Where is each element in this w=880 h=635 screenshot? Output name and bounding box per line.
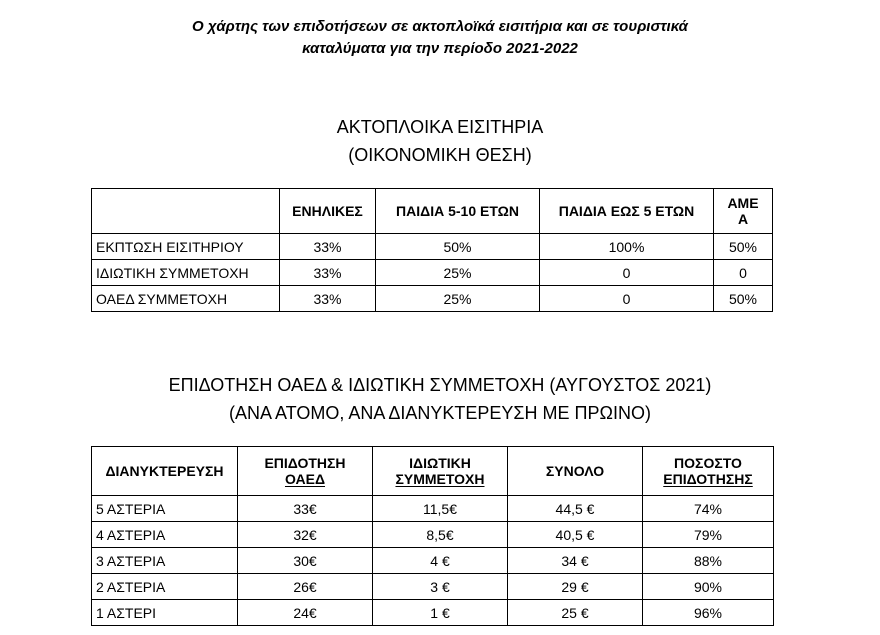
table-cell: 26€ <box>238 574 373 600</box>
table-cell: 100% <box>540 234 714 260</box>
table-cell: 0 <box>540 260 714 286</box>
table-cell: 24€ <box>238 600 373 626</box>
table-cell: 96% <box>643 600 774 626</box>
table-cell: 50% <box>714 286 773 312</box>
accommodation-subsidy-table <box>91 446 774 626</box>
ferry-tickets-table <box>91 188 773 312</box>
header-line: ΟΑΕΔ <box>284 471 326 487</box>
header-cell-disabled-line-1: ΑΜΕ <box>727 195 759 211</box>
table-cell: 25 € <box>508 600 643 626</box>
header-line: ΠΟΣΟΣΤΟ <box>674 455 742 471</box>
table-cell: 34 € <box>508 548 643 574</box>
table-header-row <box>92 189 773 234</box>
header-cell-overnight-stay <box>92 447 238 496</box>
table-cell: 40,5 € <box>508 522 643 548</box>
table-cell: 11,5€ <box>373 496 508 522</box>
table-cell: 0 <box>714 260 773 286</box>
table-cell: 3 € <box>373 574 508 600</box>
table-row <box>92 234 773 260</box>
header-cell-empty <box>92 189 280 234</box>
table-row <box>92 496 774 522</box>
table-row <box>92 574 774 600</box>
table-cell: 25% <box>376 260 540 286</box>
table-cell: 33% <box>280 286 376 312</box>
header-line: ΣΥΜΜΕΤΟΧΗ <box>395 471 485 487</box>
table-header-row <box>92 447 774 496</box>
table-cell: 30€ <box>238 548 373 574</box>
page-title-line-1: Ο χάρτης των επιδοτήσεων σε ακτοπλοϊκά εισιτήρια και σε τουριστικά <box>192 18 688 35</box>
row-label: 1 ΑΣΤΕΡΙ <box>92 600 238 626</box>
table-row <box>92 548 774 574</box>
table-cell: 88% <box>643 548 774 574</box>
table-cell: 0 <box>540 286 714 312</box>
table-cell: 8,5€ <box>373 522 508 548</box>
header-cell-subsidy-percentage <box>643 447 774 496</box>
header-cell-children-under-5: ΠΑΙΔΙΑ ΕΩΣ 5 ΕΤΩΝ <box>540 189 714 234</box>
header-cell-adults: ΕΝΗΛΙΚΕΣ <box>280 189 376 234</box>
table-cell: 79% <box>643 522 774 548</box>
accommodation-title-line-2: (ΑΝΑ ΑΤΟΜΟ, ΑΝΑ ΔΙΑΝΥΚΤΕΡΕΥΣΗ ΜΕ ΠΡΩΙΝΟ) <box>228 403 652 423</box>
header-cell-private-participation <box>373 447 508 496</box>
row-label: ΟΑΕΔ ΣΥΜΜΕΤΟΧΗ <box>92 286 280 312</box>
accommodation-title-line-1: ΕΠΙΔΟΤΗΣΗ ΟΑΕΔ & ΙΔΙΩΤΙΚΗ ΣΥΜΜΕΤΟΧΗ (ΑΥΓΟΥΣΤΟΣ 2021) <box>168 375 712 395</box>
header-cell-disabled-line-2: Α <box>737 211 749 227</box>
row-label: 4 ΑΣΤΕΡΙΑ <box>92 522 238 548</box>
ferry-tickets-title-line-1: ΑΚΤΟΠΛΟΙΚΑ ΕΙΣΙΤΗΡΙΑ <box>336 117 544 137</box>
row-label: ΕΚΠΤΩΣΗ ΕΙΣΙΤΗΡΙΟΥ <box>92 234 280 260</box>
row-label: ΙΔΙΩΤΙΚΗ ΣΥΜΜΕΤΟΧΗ <box>92 260 280 286</box>
ferry-tickets-title-line-2: (ΟΙΚΟΝΟΜΙΚΗ ΘΕΣΗ) <box>348 145 532 165</box>
table-cell: 25% <box>376 286 540 312</box>
header-cell-disabled <box>714 189 773 234</box>
table-cell: 74% <box>643 496 774 522</box>
table-row <box>92 260 773 286</box>
header-line: ΔΙΑΝΥΚΤΕΡΕΥΣΗ <box>105 463 224 479</box>
page-title-line-2: καταλύματα για την περίοδο 2021-2022 <box>302 40 578 57</box>
header-line: ΙΔΙΩΤΙΚΗ <box>409 455 471 471</box>
header-cell-children-5-10: ΠΑΙΔΙΑ 5-10 ΕΤΩΝ <box>376 189 540 234</box>
table-cell: 50% <box>714 234 773 260</box>
row-label: 3 ΑΣΤΕΡΙΑ <box>92 548 238 574</box>
table-cell: 32€ <box>238 522 373 548</box>
table-cell: 33€ <box>238 496 373 522</box>
table-cell: 1 € <box>373 600 508 626</box>
row-label: 5 ΑΣΤΕΡΙΑ <box>92 496 238 522</box>
table-cell: 90% <box>643 574 774 600</box>
table-row <box>92 522 774 548</box>
header-line: ΕΠΙΔΟΤΗΣΗΣ <box>663 471 753 487</box>
header-line: ΣΥΝΟΛΟ <box>545 463 605 479</box>
header-cell-oaed-subsidy <box>238 447 373 496</box>
row-label: 2 ΑΣΤΕΡΙΑ <box>92 574 238 600</box>
header-line: ΕΠΙΔΟΤΗΣΗ <box>264 455 346 471</box>
table-cell: 33% <box>280 234 376 260</box>
header-cell-total <box>508 447 643 496</box>
table-cell: 29 € <box>508 574 643 600</box>
table-row <box>92 600 774 626</box>
table-cell: 44,5 € <box>508 496 643 522</box>
accommodation-section-title <box>0 371 880 427</box>
table-cell: 50% <box>376 234 540 260</box>
ferry-tickets-section-title <box>0 113 880 169</box>
page-title <box>0 16 880 60</box>
table-row <box>92 286 773 312</box>
table-cell: 4 € <box>373 548 508 574</box>
table-cell: 33% <box>280 260 376 286</box>
